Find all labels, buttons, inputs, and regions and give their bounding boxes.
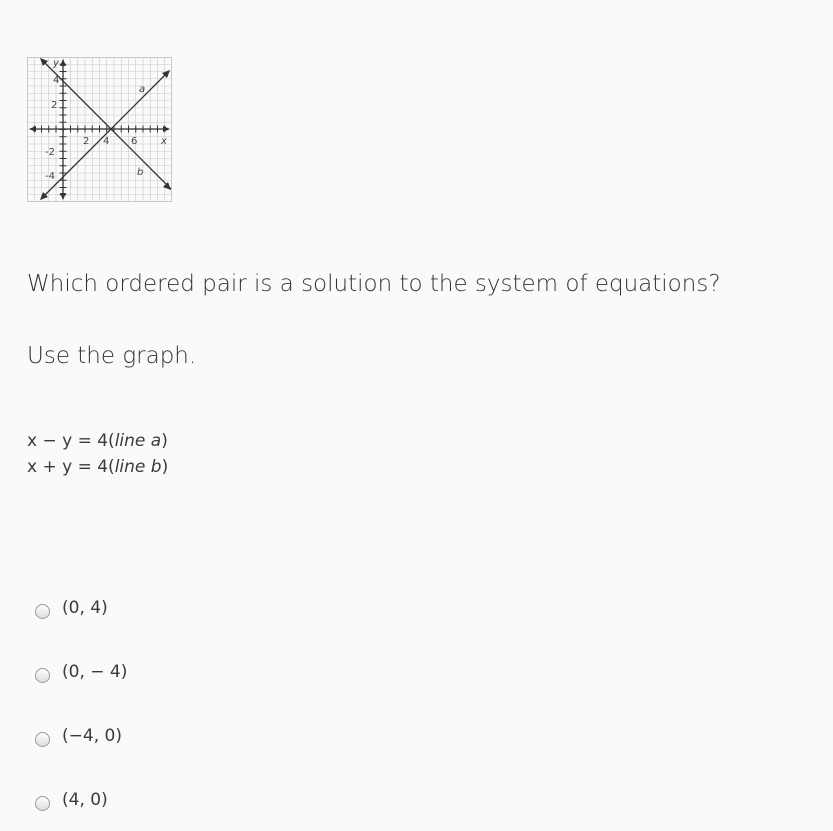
answer-label[interactable]: (−4, 0) [62,726,122,746]
equation-system [27,428,168,480]
answer-option[interactable] [35,596,108,620]
x-tick-label: 2 [83,136,90,147]
radio-button[interactable] [35,604,50,619]
coordinate-graph [27,57,172,202]
equation-note: line b [114,457,162,477]
radio-button[interactable] [35,732,50,747]
x-axis-label: x [161,136,167,147]
y-tick-label: -2 [45,147,55,158]
radio-button[interactable] [35,668,50,683]
hint-text: Use the graph. [27,343,197,369]
line-b-arrow-bottom [163,182,171,190]
equation-expression: x + y = 4 [27,457,109,477]
line-b [40,58,171,190]
line-b-label: b [137,167,144,178]
equation-note: line a [114,431,162,451]
y-axis-arrow-up [60,59,66,66]
y-tick-label: -4 [45,171,55,182]
x-tick-label: 4 [103,136,110,147]
equation-line-b: x + y = 4(line b) [27,457,169,477]
x-axis-arrow-left [29,126,36,132]
answer-label[interactable]: (4, 0) [62,790,108,810]
answer-option[interactable] [35,660,127,684]
question-text: Which ordered pair is a solution to the system of equations? [27,271,721,297]
y-tick-label: 2 [51,100,58,111]
answer-option[interactable] [35,788,108,812]
answer-label[interactable]: (0, − 4) [62,662,128,682]
y-tick-label: 4 [53,75,60,86]
equation-expression: x − y = 4 [27,431,109,451]
y-axis-arrow-down [60,193,66,200]
equation-line-a: x − y = 4(line a) [27,431,168,451]
line-a-label: a [139,84,146,95]
x-axis-arrow-right [163,126,170,132]
radio-button[interactable] [35,796,50,811]
y-axis-label: y [53,58,59,69]
x-tick-label: 6 [131,136,138,147]
answer-label[interactable]: (0, 4) [62,598,108,618]
answer-option[interactable] [35,724,122,748]
